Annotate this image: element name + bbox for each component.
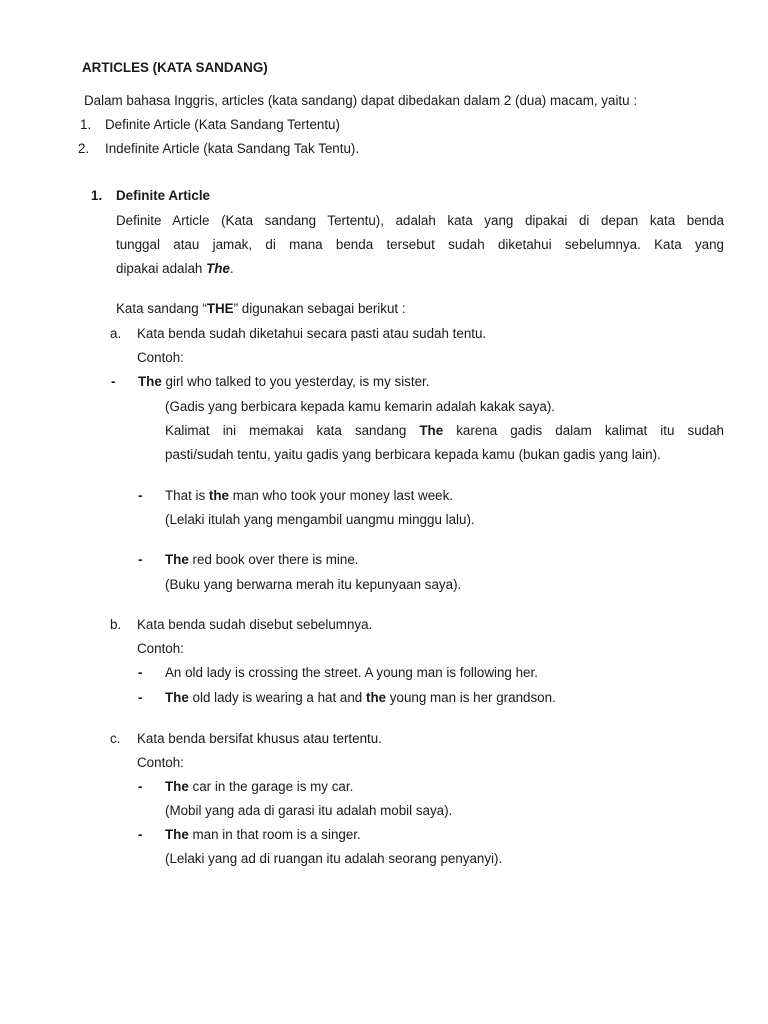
example-note-line-2: pasti/sudah tentu, yaitu gadis yang berbicara kepada kamu (bukan gadis yang lain). xyxy=(165,447,661,462)
dash-bullet: - xyxy=(138,552,143,567)
sub-item-b: Kata benda sudah disebut sebelumnya. xyxy=(137,617,373,632)
example-sentence: The man in that room is a singer. xyxy=(165,827,361,842)
dash-bullet: - xyxy=(138,488,143,503)
example-label: Contoh: xyxy=(137,755,184,770)
type-item-1: Definite Article (Kata Sandang Tertentu) xyxy=(105,117,340,132)
definition-line-3: dipakai adalah The. xyxy=(116,261,234,276)
example-sentence: The red book over there is mine. xyxy=(165,552,359,567)
dash-bullet: - xyxy=(138,690,143,705)
sub-item-c: Kata benda bersifat khusus atau tertentu. xyxy=(137,731,382,746)
example-translation: (Lelaki yang ad di ruangan itu adalah seorang penyanyi). xyxy=(165,851,503,866)
example-translation: (Mobil yang ada di garasi itu adalah mobil saya). xyxy=(165,803,453,818)
type-item-2: Indefinite Article (kata Sandang Tak Tentu). xyxy=(105,141,360,156)
type-number-1: 1. xyxy=(80,117,92,132)
example-sentence: The car in the garage is my car. xyxy=(165,779,354,794)
definition-line-1: Definite Article (Kata sandang Tertentu), adalah kata yang dipakai di depan kata benda xyxy=(116,213,724,228)
example-note-line-1: Kalimat ini memakai kata sandang The karena gadis dalam kalimat itu sudah xyxy=(165,423,724,438)
sub-item-a: Kata benda sudah diketahui secara pasti atau sudah tentu. xyxy=(137,326,487,341)
example-sentence: An old lady is crossing the street. A young man is following her. xyxy=(165,665,538,680)
section-number: 1. xyxy=(91,188,103,203)
type-number-2: 2. xyxy=(78,141,90,156)
the-emphasis: The xyxy=(206,261,230,276)
example-sentence: The girl who talked to you yesterday, is my sister. xyxy=(138,374,430,389)
dash-bullet: - xyxy=(138,665,143,680)
dash-bullet: - xyxy=(111,374,116,389)
sub-label-b: b. xyxy=(110,617,122,632)
example-sentence: That is the man who took your money last week. xyxy=(165,488,454,503)
example-translation: (Buku yang berwarna merah itu kepunyaan saya). xyxy=(165,577,462,592)
sub-label-c: c. xyxy=(110,731,121,746)
example-translation: (Lelaki itulah yang mengambil uangmu minggu lalu). xyxy=(165,512,475,527)
dash-bullet: - xyxy=(138,827,143,842)
example-label: Contoh: xyxy=(137,350,184,365)
example-label: Contoh: xyxy=(137,641,184,656)
sub-label-a: a. xyxy=(110,326,122,341)
page-title: ARTICLES (KATA SANDANG) xyxy=(82,60,268,75)
intro-paragraph: Dalam bahasa Inggris, articles (kata sandang) dapat dibedakan dalam 2 (dua) macam, yaitu : xyxy=(84,93,638,108)
usage-intro: Kata sandang “THE” digunakan sebagai berikut : xyxy=(116,301,406,316)
example-sentence: The old lady is wearing a hat and the young man is her grandson. xyxy=(165,690,556,705)
definition-line-2: tunggal atau jamak, di mana benda tersebut sudah diketahui sebelumnya. Kata yang xyxy=(116,237,724,252)
example-translation: (Gadis yang berbicara kepada kamu kemarin adalah kakak saya). xyxy=(165,399,556,414)
dash-bullet: - xyxy=(138,779,143,794)
section-heading: Definite Article xyxy=(116,188,211,203)
